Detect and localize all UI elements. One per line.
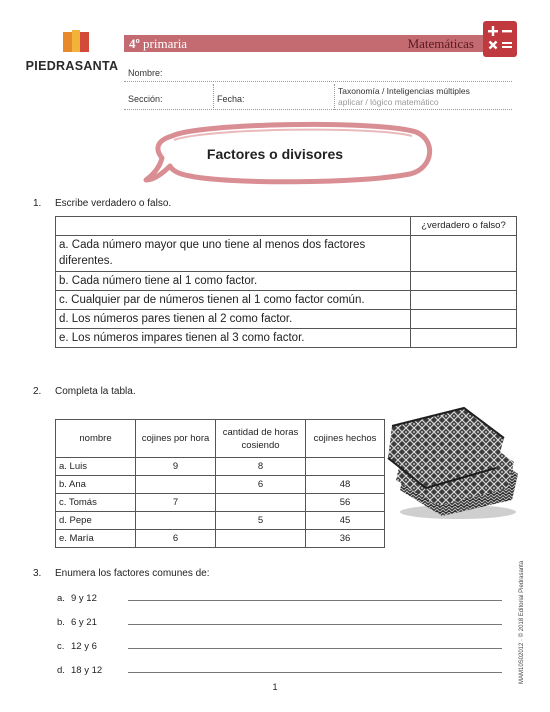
table-cell: 5 bbox=[216, 512, 306, 530]
table-cell: 6 bbox=[136, 530, 216, 548]
table-cell: 45 bbox=[306, 512, 385, 530]
answer-cell-c[interactable] bbox=[411, 291, 517, 310]
statement-d: d. Los números pares tienen al 2 como factor. bbox=[56, 310, 411, 329]
answer-cell-d[interactable] bbox=[411, 310, 517, 329]
question-3-instruction: Enumera los factores comunes de: bbox=[55, 568, 210, 579]
cushion-table bbox=[55, 419, 385, 548]
logo-text: PIEDRASANTA bbox=[25, 59, 119, 73]
divider bbox=[213, 84, 214, 110]
column-header: cojines por hora bbox=[136, 420, 216, 458]
true-false-table bbox=[55, 216, 517, 348]
math-operations-icon bbox=[483, 21, 517, 57]
table-row bbox=[56, 458, 385, 476]
answer-cell[interactable] bbox=[136, 476, 216, 494]
table-row bbox=[56, 512, 385, 530]
statement-a: a. Cada número mayor que uno tiene al menos dos factores diferentes. bbox=[56, 236, 411, 272]
answer-cell-e[interactable] bbox=[411, 329, 517, 348]
page-number: 1 bbox=[272, 682, 278, 692]
item-letter: a. bbox=[57, 593, 65, 604]
name-label: Nombre: bbox=[128, 68, 163, 78]
table-row bbox=[56, 530, 385, 548]
item-letter: b. bbox=[57, 617, 65, 628]
answer-line[interactable] bbox=[128, 648, 502, 649]
table-row bbox=[56, 329, 517, 348]
column-header: cojines hechos bbox=[306, 420, 385, 458]
page-title: Factores o divisores bbox=[206, 146, 344, 162]
column-header: nombre bbox=[56, 420, 136, 458]
table-cell: 7 bbox=[136, 494, 216, 512]
row-name: c. Tomás bbox=[56, 494, 136, 512]
grade-subject-band bbox=[124, 35, 484, 52]
item-text: 18 y 12 bbox=[71, 665, 103, 676]
copyright-note: MAM10S02012 · © 2018 Editorial Piedrasanta bbox=[519, 560, 525, 684]
subject-label: Matemáticas bbox=[407, 36, 474, 51]
answer-line[interactable] bbox=[128, 624, 502, 625]
question-3-number: 3. bbox=[33, 568, 42, 579]
date-label: Fecha: bbox=[217, 94, 245, 104]
table-cell: 48 bbox=[306, 476, 385, 494]
table-cell: 8 bbox=[216, 458, 306, 476]
item-text: 12 y 6 bbox=[71, 641, 97, 652]
grade-ordinal: 4º bbox=[129, 36, 140, 51]
table-cell bbox=[56, 217, 411, 236]
table-header-row bbox=[56, 217, 517, 236]
row-name: b. Ana bbox=[56, 476, 136, 494]
item-letter: c. bbox=[57, 641, 65, 652]
answer-cell[interactable] bbox=[216, 494, 306, 512]
answer-header: ¿verdadero o falso? bbox=[411, 217, 517, 236]
table-row bbox=[56, 236, 517, 272]
answer-cell-b[interactable] bbox=[411, 272, 517, 291]
statement-e: e. Los números impares tienen al 3 como factor. bbox=[56, 329, 411, 348]
statement-b: b. Cada número tiene al 1 como factor. bbox=[56, 272, 411, 291]
question-1-number: 1. bbox=[33, 198, 42, 209]
question-2-number: 2. bbox=[33, 386, 42, 397]
table-row bbox=[56, 291, 517, 310]
answer-cell[interactable] bbox=[306, 458, 385, 476]
table-cell: 36 bbox=[306, 530, 385, 548]
divider bbox=[334, 84, 335, 110]
table-row bbox=[56, 310, 517, 329]
table-row bbox=[56, 272, 517, 291]
row-name: a. Luis bbox=[56, 458, 136, 476]
publisher-logo bbox=[12, 30, 128, 76]
answer-cell[interactable] bbox=[136, 512, 216, 530]
statement-c: c. Cualquier par de números tienen al 1 como factor común. bbox=[56, 291, 411, 310]
taxonomy-value: aplicar / lógico matemático bbox=[338, 97, 439, 107]
grade-label bbox=[129, 35, 187, 52]
table-cell: 56 bbox=[306, 494, 385, 512]
grade-level: primaria bbox=[143, 36, 188, 51]
taxonomy-label: Taxonomía / Inteligencias múltiples bbox=[338, 86, 470, 96]
question-2-instruction: Completa la tabla. bbox=[55, 386, 136, 397]
item-text: 9 y 12 bbox=[71, 593, 97, 604]
row-name: d. Pepe bbox=[56, 512, 136, 530]
column-header: cantidad de horas cosiendo bbox=[216, 420, 306, 458]
table-cell: 9 bbox=[136, 458, 216, 476]
book-icon bbox=[63, 30, 89, 54]
table-header-row bbox=[56, 420, 385, 458]
cushions-image bbox=[386, 404, 522, 522]
table-cell: 6 bbox=[216, 476, 306, 494]
table-row bbox=[56, 494, 385, 512]
item-text: 6 y 21 bbox=[71, 617, 97, 628]
table-row bbox=[56, 476, 385, 494]
row-name: e. María bbox=[56, 530, 136, 548]
name-line[interactable] bbox=[124, 81, 512, 82]
answer-line[interactable] bbox=[128, 600, 502, 601]
question-1-instruction: Escribe verdadero o falso. bbox=[55, 198, 172, 209]
section-label: Sección: bbox=[128, 94, 163, 104]
item-letter: d. bbox=[57, 665, 65, 676]
answer-cell-a[interactable] bbox=[411, 236, 517, 272]
answer-line[interactable] bbox=[128, 672, 502, 673]
answer-cell[interactable] bbox=[216, 530, 306, 548]
section-line bbox=[124, 109, 512, 110]
